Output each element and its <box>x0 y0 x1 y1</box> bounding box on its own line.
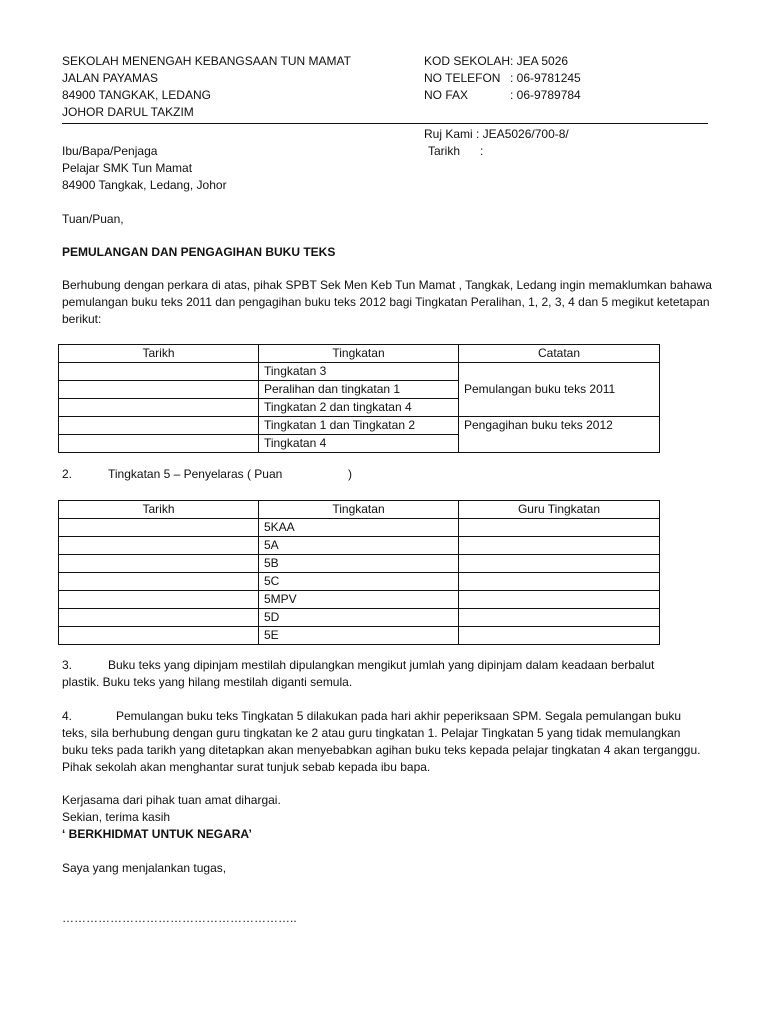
teacher-cell <box>459 537 660 555</box>
recipient-line: 84900 Tangkak, Ledang, Johor <box>62 178 227 192</box>
form-cell: Tingkatan 3 <box>259 363 459 381</box>
reference-number: Ruj Kami : JEA5026/700-8/ <box>424 127 569 141</box>
date-cell <box>59 537 259 555</box>
item-number: 2. <box>62 467 73 481</box>
school-town: 84900 TANGKAK, LEDANG <box>62 88 211 102</box>
form5-table <box>58 500 660 645</box>
item-number: 3. <box>62 658 73 672</box>
school-state: JOHOR DARUL TAKZIM <box>62 105 194 119</box>
return-schedule-table <box>58 344 660 453</box>
fax-label: NO FAX <box>424 88 469 102</box>
class-cell: 5E <box>259 627 459 645</box>
date-cell <box>59 399 259 417</box>
date-cell <box>59 573 259 591</box>
column-header: Catatan <box>459 345 660 363</box>
column-header: Tingkatan <box>259 345 459 363</box>
note-cell: Pemulangan buku teks 2011 <box>459 363 660 417</box>
fax-value: : 06-9789784 <box>510 88 581 102</box>
class-cell: 5KAA <box>259 519 459 537</box>
school-code-value: : JEA 5026 <box>510 54 569 68</box>
column-header: Tingkatan <box>259 501 459 519</box>
item4-continuation: teks, sila berhubung dengan guru tingkatan ke 2 atau guru tingkatan 1. Pelajar Tingkatan 5 yang tidak memulangkan buku teks pada tarikh yang ditetapkan akan menyebabkan agihan buku teks kepada pelajar tingkatan 4 akan terganggu. Pihak sekolah akan menghantar surat tunjuk sebab kepada ibu bapa. <box>62 726 701 774</box>
thanks-line: Sekian, terima kasih <box>62 810 171 824</box>
date-cell <box>59 363 259 381</box>
teacher-cell <box>459 555 660 573</box>
signature-line: ………………………………………………….. <box>62 911 297 925</box>
teacher-cell <box>459 519 660 537</box>
recipient-line: Ibu/Bapa/Penjaga <box>62 144 158 158</box>
teacher-cell <box>459 591 660 609</box>
item-number: 4. <box>62 709 73 723</box>
header-divider <box>62 123 708 124</box>
school-motto: ‘ BERKHIDMAT UNTUK NEGARA’ <box>62 827 252 841</box>
date-label: Tarikh <box>428 144 461 158</box>
note-cell: Pengagihan buku teks 2012 <box>459 417 660 453</box>
date-cell <box>59 627 259 645</box>
date-cell <box>59 381 259 399</box>
phone-label: NO TELEFON <box>424 71 501 85</box>
school-street: JALAN PAYAMAS <box>62 71 159 85</box>
item3-continuation: plastik. Buku teks yang hilang mestilah diganti semula. <box>62 675 353 689</box>
duty-line: Saya yang menjalankan tugas, <box>62 861 227 875</box>
appreciation-line: Kerjasama dari pihak tuan amat dihargai. <box>62 793 281 807</box>
class-cell: 5C <box>259 573 459 591</box>
salutation: Tuan/Puan, <box>62 212 124 226</box>
coordinator-close-paren: ) <box>348 467 352 481</box>
date-cell <box>59 555 259 573</box>
date-cell <box>59 519 259 537</box>
date-cell <box>59 609 259 627</box>
class-cell: 5MPV <box>259 591 459 609</box>
form-cell: Tingkatan 4 <box>259 435 459 453</box>
form-cell: Tingkatan 1 dan Tingkatan 2 <box>259 417 459 435</box>
form-cell: Tingkatan 2 dan tingkatan 4 <box>259 399 459 417</box>
item4-first-line: Pemulangan buku teks Tingkatan 5 dilakukan pada hari akhir peperiksaan SPM. Segala pemulangan buku <box>116 709 682 723</box>
form-cell: Peralihan dan tingkatan 1 <box>259 381 459 399</box>
date-cell <box>59 435 259 453</box>
class-cell: 5D <box>259 609 459 627</box>
letter-subject: PEMULANGAN DAN PENGAGIHAN BUKU TEKS <box>62 245 336 259</box>
teacher-cell <box>459 609 660 627</box>
school-name: SEKOLAH MENENGAH KEBANGSAAN TUN MAMAT <box>62 54 351 68</box>
coordinator-line: Tingkatan 5 – Penyelaras ( Puan <box>108 467 283 481</box>
phone-value: : 06-9781245 <box>510 71 581 85</box>
recipient-line: Pelajar SMK Tun Mamat <box>62 161 193 175</box>
column-header: Guru Tingkatan <box>459 501 660 519</box>
date-cell <box>59 591 259 609</box>
class-cell: 5A <box>259 537 459 555</box>
intro-paragraph: Berhubung dengan perkara di atas, pihak SPBT Sek Men Keb Tun Mamat , Tangkak, Ledang ingin memaklumkan bahawa pemulangan buku teks 2011 dan pengagihan buku teks 2012 bagi Tingkatan Peralihan, 1, 2, 3, 4 dan 5 megikut ketetapan berikut: <box>62 278 712 326</box>
school-code-label: KOD SEKOLAH <box>424 54 511 68</box>
date-colon: : <box>480 144 484 158</box>
teacher-cell <box>459 573 660 591</box>
date-cell <box>59 417 259 435</box>
item3-first-line: Buku teks yang dipinjam mestilah dipulangkan mengikut jumlah yang dipinjam dalam keadaan berbalut <box>108 658 655 672</box>
column-header: Tarikh <box>59 501 259 519</box>
teacher-cell <box>459 627 660 645</box>
class-cell: 5B <box>259 555 459 573</box>
column-header: Tarikh <box>59 345 259 363</box>
